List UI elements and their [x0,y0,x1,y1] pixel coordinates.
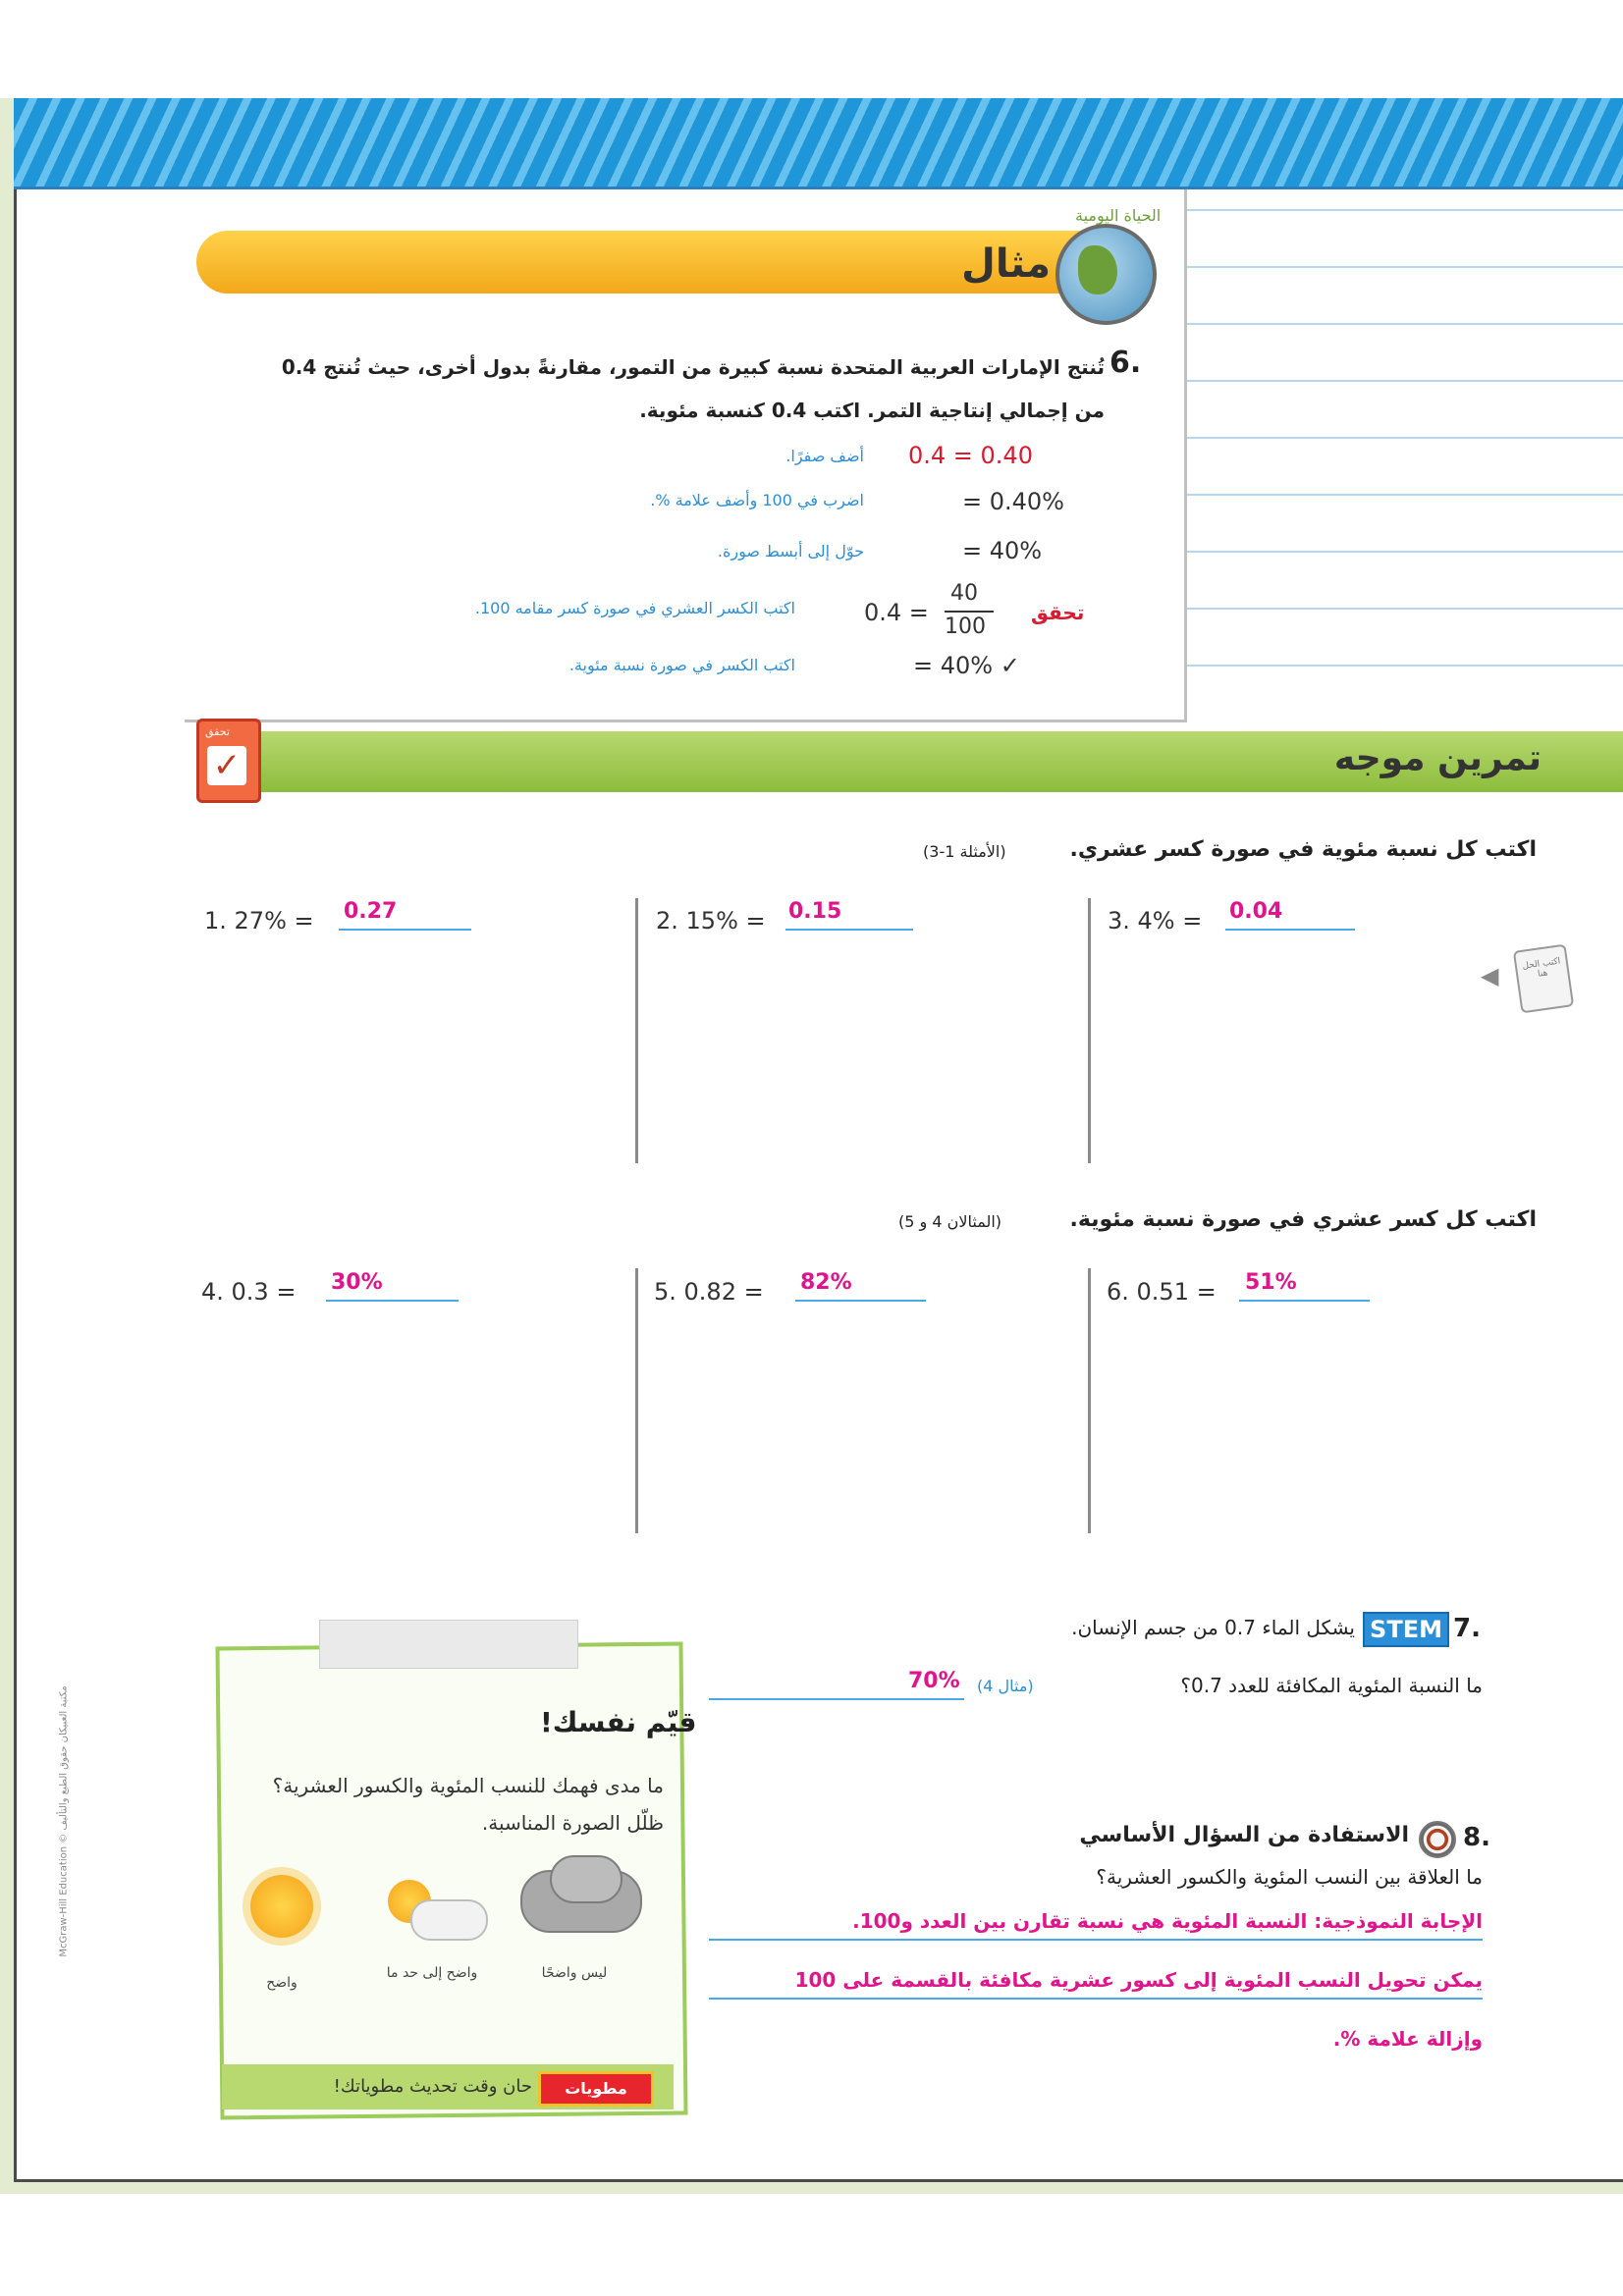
q8-title: الاستفادة من السؤال الأساسي [1079,1823,1409,1847]
problem-5-answer[interactable]: 82% [800,1270,852,1295]
problem-5: 5. 0.82 = [654,1278,764,1306]
step2-note: اضرب في 100 وأضف علامة %. [650,491,864,509]
q7-ref: (مثال 4) [977,1677,1034,1695]
step1-math: 0.4 = 0.40 [908,442,1033,469]
instruction-2: اكتب كل كسر عشري في صورة نسبة مئوية. [1069,1207,1537,1232]
column-divider [1088,898,1091,1163]
partly-cloudy-icon[interactable] [410,1899,488,1941]
guided-practice-title: تمرين موجه [1333,738,1542,778]
step3-math: = 40% [962,537,1043,564]
q8-answer-underline2 [709,1998,1483,2000]
header-stripe [14,98,1623,189]
fraction-bar [945,611,994,613]
instruction-2-ref: (المثالان 4 و 5) [898,1212,1002,1231]
tape-decoration [319,1620,578,1669]
sun-icon[interactable] [250,1875,313,1938]
foldables-badge: مطويات [538,2071,654,2107]
problem-6-answer-line [1239,1300,1370,1302]
self-check-title: قيّم نفسك! [540,1706,697,1738]
problem-1-answer-line [339,929,471,931]
example-number: 6. [1109,346,1142,380]
write-here-label: اكتب الحل هنا [1521,956,1561,980]
step1-note: أضف صفرًا. [785,447,864,465]
stem-badge: STEM [1363,1612,1449,1647]
example-question: تُنتج الإمارات العربية المتحدة نسبة كبيرة من التمور، مقارنةً بدول أخرى، حيث تُنتج 0.4 من إجمالي إنتاجية التمر. اكتب 0.4 كنسبة مئوية. [281,355,1105,422]
cloud-top-icon [550,1855,622,1903]
weather-label-unclear: ليس واضحًا [541,1965,608,1981]
q8-answer-underline1 [709,1939,1483,1941]
check-label: تحقق [1031,601,1085,624]
check-frac-left: 0.4 = [864,599,929,626]
side-arrow-icon: ◀ [1481,962,1499,989]
q7-answer[interactable]: 70% [908,1669,960,1693]
example-title: مثال [961,241,1051,287]
problem-2: 2. 15% = [656,907,766,934]
q8-answer-line2[interactable]: يمكن تحويل النسب المئوية إلى كسور عشرية مكافئة بالقسمة على 100 [794,1968,1483,1992]
foldables-bar-text: حان وقت تحديث مطوياتك! [333,2076,532,2097]
problem-1: 1. 27% = [204,907,314,934]
step3-note: حوّل إلى أبسط صورة. [717,542,864,561]
q7-text1: يشكل الماء 0.7 من جسم الإنسان. [1071,1616,1355,1639]
check-icon-label: تحقق [205,725,230,738]
q8-number: 8. [1463,1823,1490,1852]
q8-answer-line3[interactable]: وإزالة علامة %. [1332,2027,1483,2051]
weather-label-clear: واضح [266,1975,298,1991]
problem-4-answer[interactable]: 30% [331,1270,383,1295]
instruction-1: اكتب كل نسبة مئوية في صورة كسر عشري. [1069,837,1537,862]
copyright-credit: McGraw-Hill Education © مكتبة العبيكان حقوق الطبع والتأليف [58,1685,70,1957]
q8-answer-line1[interactable]: الإجابة النموذجية: النسبة المئوية هي نسبة تقارن بين العدد و100. [852,1909,1483,1933]
essential-question-icon [1419,1821,1456,1858]
check-mark-icon: ✓ [207,746,246,785]
check-note2: اكتب الكسر في صورة نسبة مئوية. [568,656,795,674]
problem-2-answer[interactable]: 0.15 [788,899,842,924]
check-frac-num: 40 [950,581,978,606]
problem-3-answer-line [1225,929,1355,931]
column-divider [635,898,638,1163]
step2-math: = 0.40% [962,488,1064,515]
q7-number: 7. [1453,1614,1481,1643]
q8-question: ما العلاقة بين النسب المئوية والكسور العشرية؟ [1096,1865,1483,1889]
problem-5-answer-line [795,1300,926,1302]
weather-label-somewhat: واضح إلى حد ما [386,1965,478,1981]
problem-2-answer-line [785,929,913,931]
problem-3-answer[interactable]: 0.04 [1229,899,1283,924]
problem-6: 6. 0.51 = [1107,1278,1217,1306]
problem-1-answer[interactable]: 0.27 [344,899,398,924]
instruction-1-ref: (الأمثلة 1-3) [923,842,1006,861]
globe-land-icon [1078,245,1117,294]
problem-4: 4. 0.3 = [201,1278,297,1306]
write-here-icon [1513,944,1574,1014]
q7-text2: ما النسبة المئوية المكافئة للعدد 0.7؟ [1180,1674,1483,1697]
column-divider [1088,1268,1091,1533]
self-check-text: ما مدى فهمك للنسب المئوية والكسور العشرية؟ ظلّل الصورة المناسبة. [272,1774,664,1835]
globe-label: الحياة اليومية [1075,206,1162,225]
check-note1: اكتب الكسر العشري في صورة كسر مقامه 100. [474,599,795,617]
column-divider [635,1268,638,1533]
q7-answer-line [709,1698,964,1700]
problem-3: 3. 4% = [1108,907,1203,934]
check-frac-den: 100 [945,614,986,639]
check-line2: = 40% ✓ [913,652,1020,679]
notes-lines-panel [1183,189,1623,682]
problem-4-answer-line [326,1300,459,1302]
problem-6-answer[interactable]: 51% [1245,1270,1297,1295]
check-icon [196,719,261,803]
